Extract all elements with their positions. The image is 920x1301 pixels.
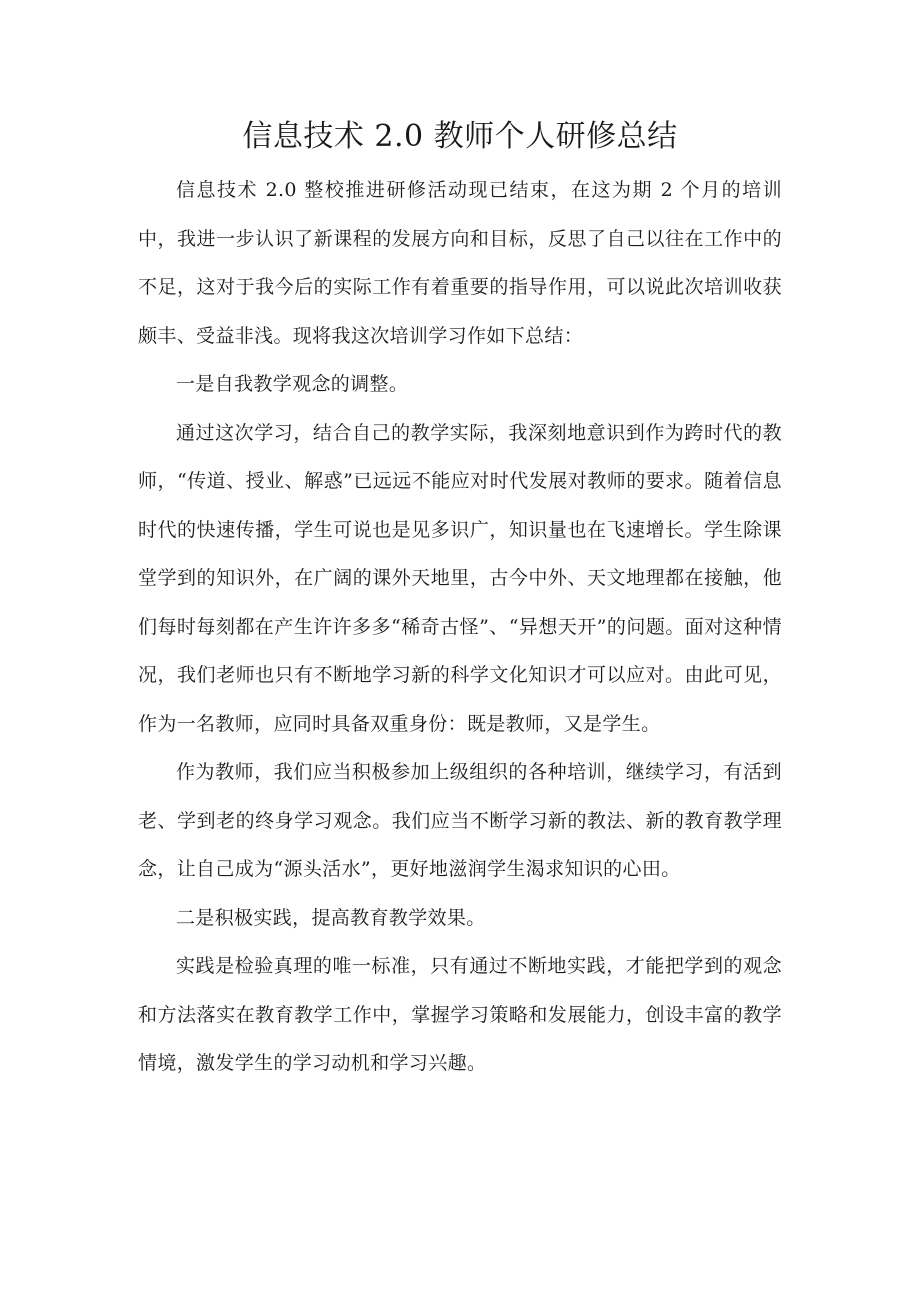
paragraph-body: 实践是检验真理的唯一标准，只有通过不断地实践，才能把学到的观念和方法落实在教育教学工作中，掌握学习策略和发展能力，创设丰富的教学情境，激发学生的学习动机和学习兴趣。 <box>138 955 782 1074</box>
paragraph-body: 作为教师，我们应当积极参加上级组织的各种培训，继续学习，有活到老、学到老的终身学习观念。我们应当不断学习新的教法、新的教育教学理念，让自己成为“源头活水”，更好地滋润学生渴求知识的心田。 <box>138 761 782 880</box>
paragraph-heading-one: 一是自我教学观念的调整。 <box>176 373 409 395</box>
paragraph-heading-two: 二是积极实践，提高教育教学效果。 <box>176 906 486 929</box>
document-page <box>138 108 782 1088</box>
paragraph-body: 通过这次学习，结合自己的教学实际，我深刻地意识到作为跨时代的教师，“传道、授业、解惑”已远远不能应对时代发展对教师的要求。随着信息时代的快速传播，学生可说也是见多识广，知识量也在飞速增长。学生除课堂学到的知识外，在广阔的课外天地里，古今中外、天文地理都在接触，他们每时每刻都在产生许许多多“稀奇古怪”、“异想天开”的问题。面对这种情况，我们老师也只有不断地学习新的科学文化知识才可以应对。由此可见，作为一名教师，应同时具备双重身份：既是教师，又是学生。 <box>138 421 782 735</box>
document-title: 信息技术 2.0 教师个人研修总结 <box>242 119 678 154</box>
paragraph-intro: 信息技术 2.0 整校推进研修活动现已结束，在这为期 2 个月的培训中，我进一步认识了新课程的发展方向和目标，反思了自己以往在工作中的不足，这对于我今后的实际工作有着重要的指导作用，可以说此次培训收获颇丰、受益非浅。现将我这次培训学习作如下总结： <box>138 179 782 347</box>
